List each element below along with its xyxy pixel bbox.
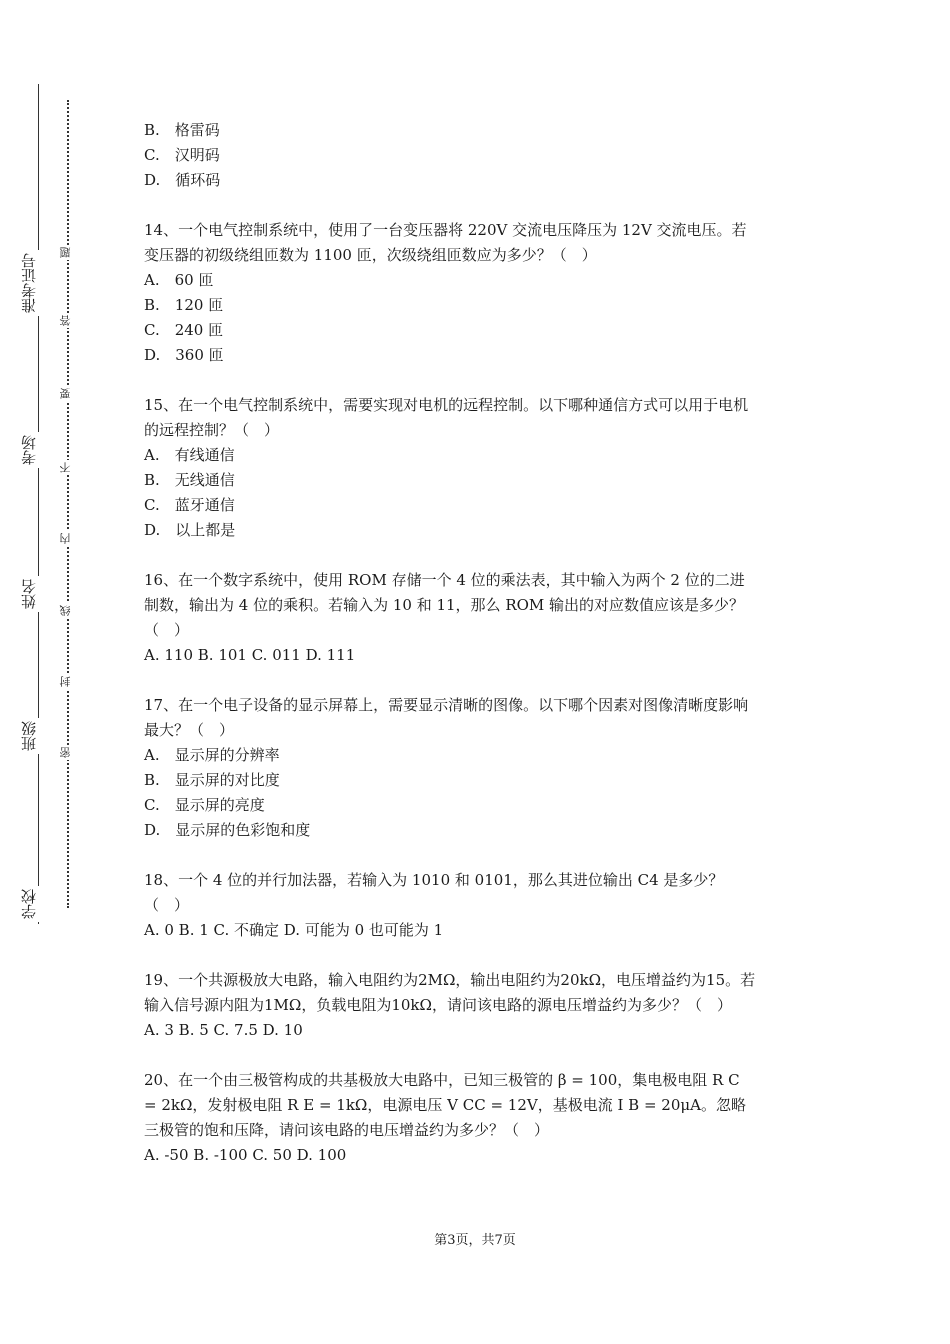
question-text: 18、一个 4 位的并行加法器，若输入为 1010 和 0101，那么其进位输出 C4 是多少？ [144,871,724,889]
question-13-option-c: C. 汉明码 [144,146,220,164]
question-18 [144,868,810,943]
option: D. 显示屏的色彩饱和度 [144,821,311,839]
binding-line [38,84,39,924]
exam-number-label: 准考证号 [22,250,54,316]
question-text: 制数，输出为 4 位的乘积。若输入为 10 和 11，那么 ROM 输出的对应数值应该是多少？ [144,596,745,614]
question-text: 变压器的初级绕组匝数为 1100 匝，次级绕组匝数应为多少？（ ） [144,246,597,264]
option: A. 60 匝 [144,271,214,289]
option: B. 120 匝 [144,296,224,314]
seal-char: 封 [60,674,76,689]
option: A. 110 B. 101 C. 011 D. 111 [144,646,356,664]
page-number: 第3页，共7页 [434,1233,516,1248]
question-text: 16、在一个数字系统中，使用 ROM 存储一个 4 位的乘法表，其中输入为两个 2 位的二进 [144,571,745,589]
question-text: 最大？（ ） [144,721,235,739]
question-text: 20、在一个由三极管构成的共基极放大电路中，已知三极管的 β = 100，集电极电阻 R C [144,1071,740,1089]
question-13-option-b: B. 格雷码 [144,121,220,139]
seal-char: 内 [60,531,76,546]
question-text: （ ） [144,896,190,914]
seal-char: 不 [60,460,76,475]
question-15 [144,393,810,543]
question-20 [144,1068,810,1168]
question-14 [144,218,810,368]
name-label: 姓名 [22,576,54,612]
option: C. 蓝牙通信 [144,496,235,514]
question-text: 19、一个共源极放大电路，输入电阻约为2MΩ，输出电阻约为20kΩ，电压增益约为15。若 [144,971,756,989]
question-list [144,118,810,1168]
seal-char: 密 [60,745,76,760]
question-text: 三极管的饱和压降，请问该电路的电压增益约为多少？（ ） [144,1121,550,1139]
seal-dotted-line [67,100,69,908]
question-16 [144,568,810,668]
seal-char: 答 [60,313,76,328]
seal-char: 要 [60,386,76,401]
option: D. 以上都是 [144,521,236,539]
question-text: （ ） [144,621,190,639]
option: A. 有线通信 [144,446,235,464]
class-label: 班级 [22,718,54,754]
seal-char: 线 [60,603,76,618]
question-13-option-d: D. 循环码 [144,171,221,189]
question-text: 的远程控制？（ ） [144,421,280,439]
question-text: = 2kΩ，发射极电阻 R E = 1kΩ，电源电压 V CC = 12V，基极电流 I B = 20μA。忽略 [144,1096,746,1114]
option: A. 0 B. 1 C. 不确定 D. 可能为 0 也可能为 1 [144,921,444,939]
seal-char: 题 [60,245,76,260]
option: A. 显示屏的分辨率 [144,746,280,764]
school-label: 学校 [22,886,54,922]
option: C. 240 匝 [144,321,224,339]
question-17 [144,693,810,843]
question-text: 14、一个电气控制系统中，使用了一台变压器将 220V 交流电压降压为 12V 交流电压。若 [144,221,747,239]
question-text: 输入信号源内阻为1MΩ，负载电阻为10kΩ，请问该电路的源电压增益约为多少？（ ） [144,996,732,1014]
option: A. 3 B. 5 C. 7.5 D. 10 [144,1021,303,1039]
option: A. -50 B. -100 C. 50 D. 100 [144,1146,347,1164]
exam-room-label: 考场 [22,432,54,468]
option: D. 360 匝 [144,346,224,364]
option: B. 无线通信 [144,471,235,489]
question-text: 15、在一个电气控制系统中，需要实现对电机的远程控制。以下哪种通信方式可以用于电机 [144,396,749,414]
question-text: 17、在一个电子设备的显示屏幕上，需要显示清晰的图像。以下哪个因素对图像清晰度影响 [144,696,749,714]
option: C. 显示屏的亮度 [144,796,265,814]
question-19 [144,968,810,1043]
option: B. 显示屏的对比度 [144,771,280,789]
